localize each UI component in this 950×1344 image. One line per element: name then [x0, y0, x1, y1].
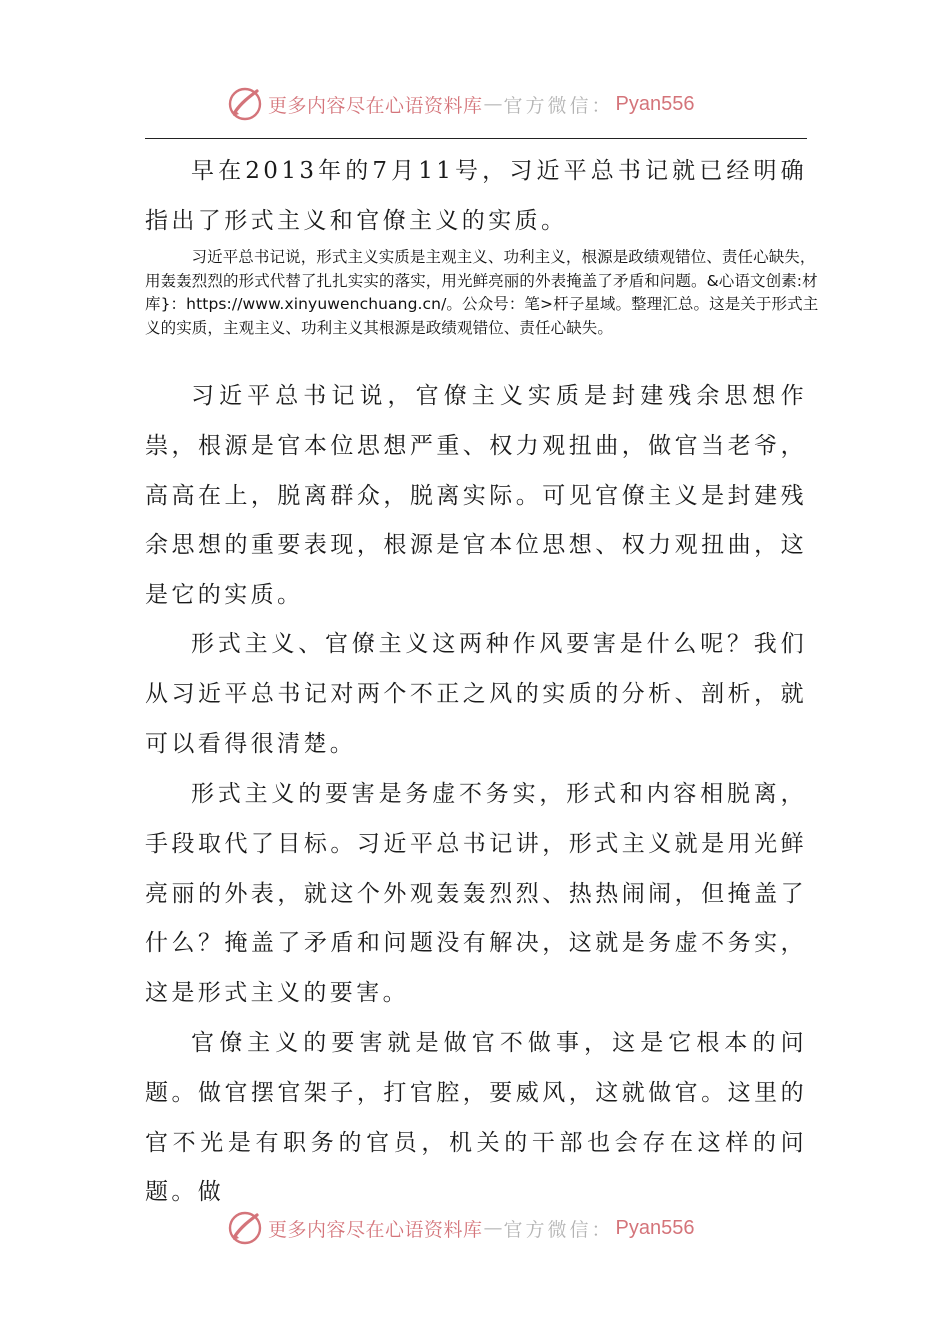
- banner-wechat-id: Pyan556: [615, 92, 695, 115]
- paragraph-5: 官僚主义的要害就是做官不做事，这是它根本的问题。做官摆官架子，打官腔，要威风，这就做官。这里的官不光是有职务的官员，机关的干部也会存在这样的问题。做: [145, 1030, 807, 1206]
- paragraph-3: 形式主义、官僚主义这两种作风要害是什么呢？我们从习近平总书记对两个不正之风的实质的分析、剖析，就可以看得很清楚。: [145, 631, 807, 757]
- banner-wechat-label: 官方微信：: [503, 94, 614, 117]
- header-rule: [145, 138, 807, 139]
- footer-banner: [226, 1208, 695, 1248]
- banner-dash: —: [483, 1217, 503, 1239]
- paragraph-2: 习近平总书记说，官僚主义实质是封建残余思想作祟，根源是官本位思想严重、权力观扭曲，做官当老爷，高高在上，脱离群众，脱离实际。可见官僚主义是封建残余思想的重要表现，根源是官本位思想、权力观扭曲，这是它的实质。: [145, 383, 807, 609]
- pen-writing-icon: [226, 1209, 264, 1247]
- banner-wechat-label: 官方微信：: [503, 1218, 614, 1241]
- note-paragraph: 习近平总书记说，形式主义实质是主观主义、功利主义，根源是政绩观错位、责任心缺失，用轰轰烈烈的形式代替了扎扎实实的落实，用光鲜亮丽的外表掩盖了矛盾和问题。&心语文创素:材库}：https://www.xinyuwenchuang.cn/。公众号：笔>杆子星域。整理汇总。这是关于形式主义的实质，主观主义、功利主义其根源是政绩观错位、责任心缺失。: [145, 248, 819, 337]
- pen-writing-icon: [226, 85, 264, 123]
- banner-wechat-id: Pyan556: [615, 1216, 695, 1239]
- banner-brand-text: 更多内容尽在心语资料库: [268, 94, 483, 117]
- header-banner: [226, 84, 695, 124]
- paragraph-4: 形式主义的要害是务虚不务实，形式和内容相脱离，手段取代了目标。习近平总书记讲，形式主义就是用光鲜亮丽的外表，就这个外观轰轰烈烈、热热闹闹，但掩盖了什么？掩盖了矛盾和问题没有解决，这就是务虚不务实，这是形式主义的要害。: [145, 781, 807, 1007]
- banner-dash: —: [483, 93, 503, 115]
- paragraph-1: 早在2013年的7月11号，习近平总书记就已经明确指出了形式主义和官僚主义的实质。: [145, 158, 807, 234]
- banner-brand-text: 更多内容尽在心语资料库: [268, 1218, 483, 1241]
